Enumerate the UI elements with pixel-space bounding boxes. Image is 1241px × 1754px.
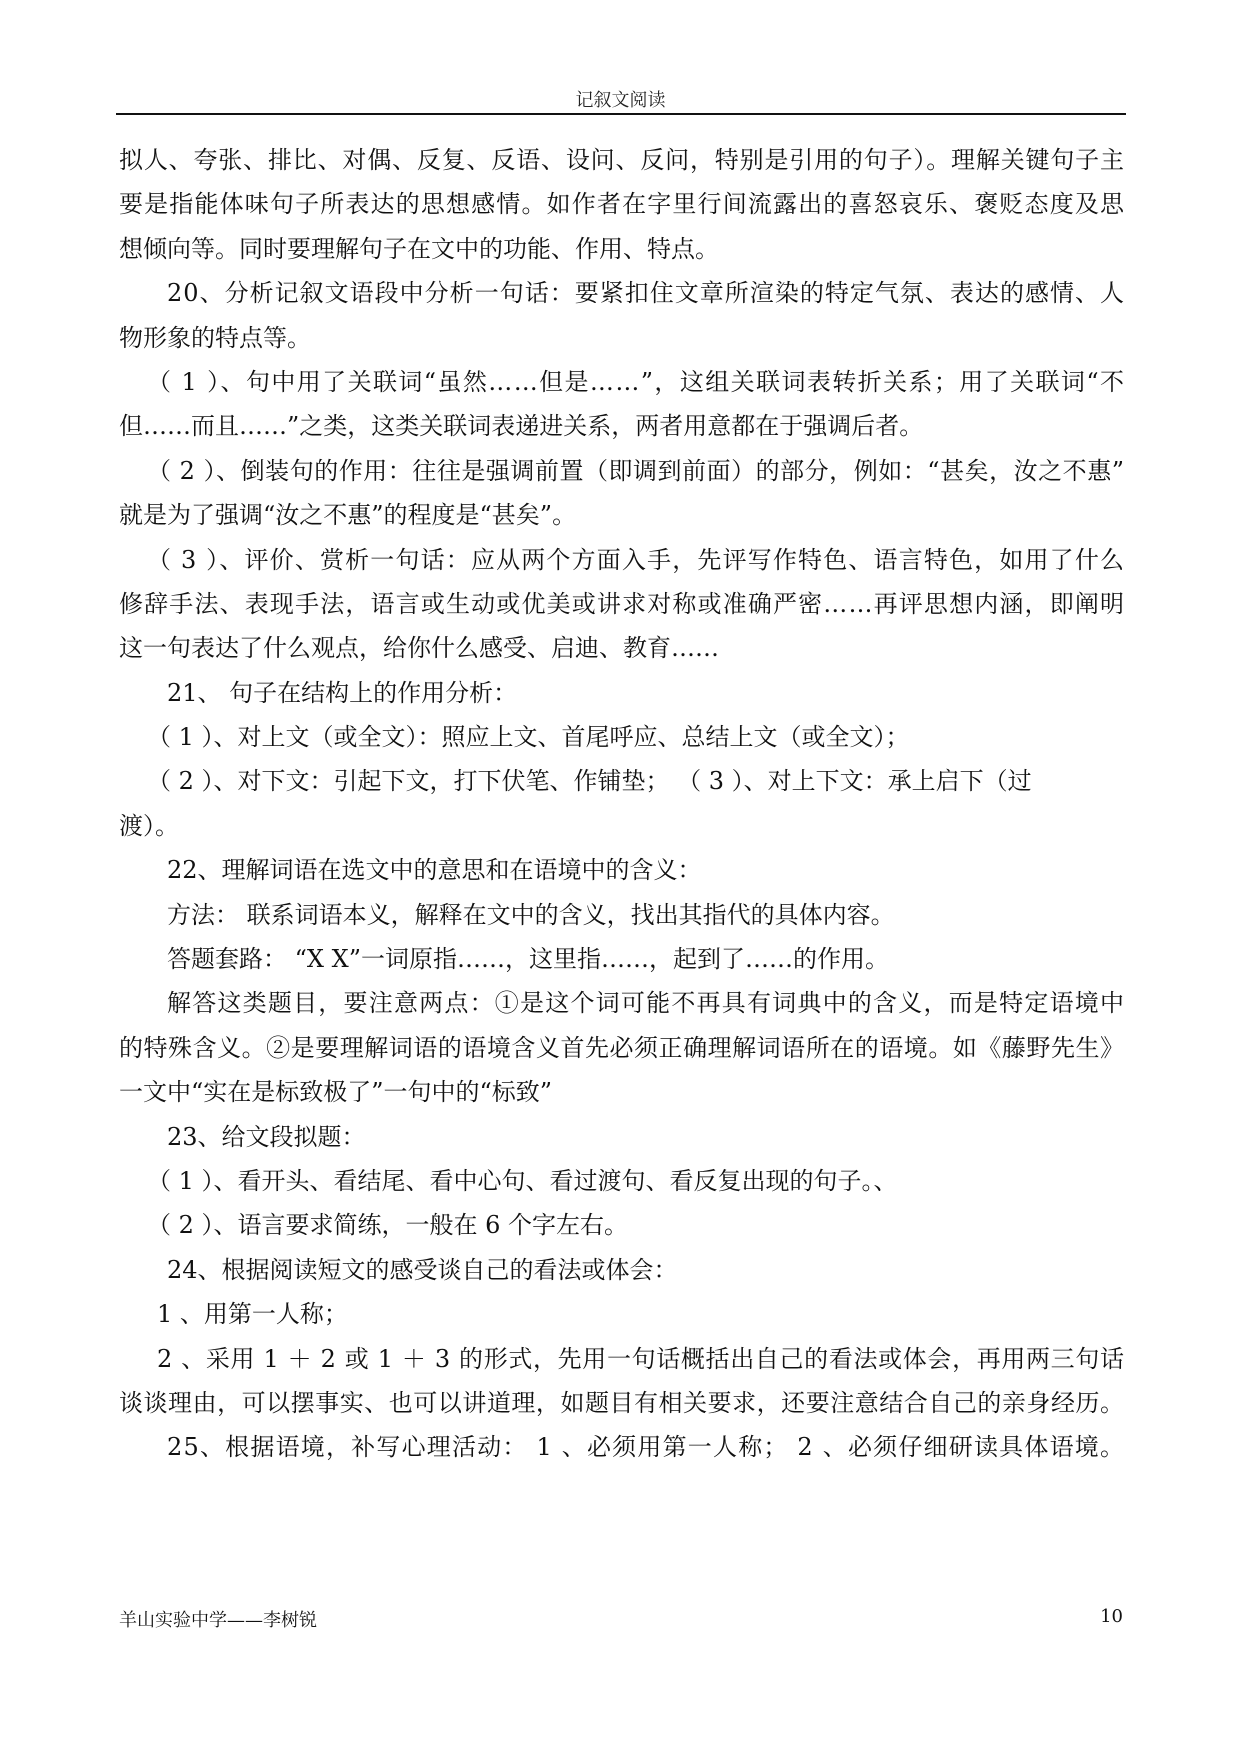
text-line: 21、 句子在结构上的作用分析： (167, 678, 518, 707)
text-line: 24、根据阅读短文的感受谈自己的看法或体会： (167, 1255, 678, 1284)
text-line: 修辞手法、表现手法，语言或生动或优美或讲求对称或准确严密……再评思想内涵，即阐明 (119, 589, 1126, 618)
text-line: 2 、采用 1 ＋ 2 或 1 ＋ 3 的形式，先用一句话概括出自己的看法或体会，再用两三句话 (157, 1344, 1125, 1373)
text-line: 方法： 联系词语本义，解释在文中的含义，找出其指代的具体内容。 (167, 900, 895, 929)
text-line: 谈谈理由，可以摆事实、也可以讲道理，如题目有相关要求，还要注意结合自己的亲身经历。 (119, 1388, 1125, 1417)
page-number: 10 (1100, 1606, 1123, 1627)
text-line: 想倾向等。同时要理解句子在文中的功能、作用、特点。 (119, 234, 719, 263)
text-line: 就是为了强调“汝之不惠”的程度是“甚矣”。 (119, 501, 577, 530)
text-line: （ 1 ）、对上文（或全文）：照应上文、首尾呼应、总结上文（或全文）； (147, 723, 910, 752)
text-line: 但……而且……”之类，这类关联词表递进关系，两者用意都在于强调后者。 (119, 412, 924, 441)
text-line: （ 3 ）、评价、赏析一句话：应从两个方面入手，先评写作特色、语言特色，如用了什么 (147, 545, 1126, 574)
header-divider (116, 113, 1126, 115)
text-line: 要是指能体味句子所表达的思想感情。如作者在字里行间流露出的喜怒哀乐、褒贬态度及思 (119, 190, 1126, 219)
text-line: 一文中“实在是标致极了”一句中的“标致” (119, 1078, 553, 1107)
text-line: 解答这类题目，要注意两点：①是这个词可能不再具有词典中的含义，而是特定语境中 (167, 989, 1126, 1018)
text-line: 22、理解词语在选文中的意思和在语境中的含义： (167, 856, 702, 885)
text-line: （ 1 ）、句中用了关联词“虽然……但是……”，这组关联词表转折关系；用了关联词“不 (147, 367, 1126, 396)
text-line: 拟人、夸张、排比、对偶、反复、反语、设问、反问，特别是引用的句子）。理解关键句子主 (119, 146, 1125, 174)
text-line: 23、给文段拟题： (167, 1122, 366, 1151)
text-line: 渡）。 (119, 811, 179, 840)
footer-author: 羊山实验中学——李树锐 (119, 1610, 317, 1631)
text-line: （ 1 ）、看开头、看结尾、看中心句、看过渡句、看反复出现的句子。、 (147, 1166, 898, 1195)
text-line: 物形象的特点等。 (119, 323, 311, 352)
text-line: （ 2 ）、对下文：引起下文，打下伏笔、作铺垫； （ 3 ）、对上下文：承上启下（过 (147, 767, 1032, 796)
text-line: 25、根据语境，补写心理活动： 1 、必须用第一人称； 2 、必须仔细研读具体语境。 (167, 1433, 1126, 1462)
text-line: 1 、用第一人称； (157, 1300, 348, 1329)
text-line: 的特殊含义。②是要理解词语的语境含义首先必须正确理解词语所在的语境。如《藤野先生》 (119, 1033, 1125, 1062)
text-line: （ 2 ）、语言要求简练，一般在 6 个字左右。 (147, 1211, 629, 1240)
text-line: 20、分析记叙文语段中分析一句话：要紧扣住文章所渲染的特定气氛、表达的感情、人 (167, 279, 1126, 308)
text-line: （ 2 ）、倒装句的作用：往往是强调前置（即调到前面）的部分，例如：“甚矣，汝之不惠” (147, 456, 1125, 485)
page-header-title: 记叙文阅读 (575, 90, 666, 111)
document-body (119, 138, 1124, 1470)
text-line: 这一句表达了什么观点，给你什么感受、启迪、教育…… (119, 634, 719, 663)
text-line: 答题套路： “X X”一词原指……，这里指……，起到了……的作用。 (167, 945, 889, 974)
